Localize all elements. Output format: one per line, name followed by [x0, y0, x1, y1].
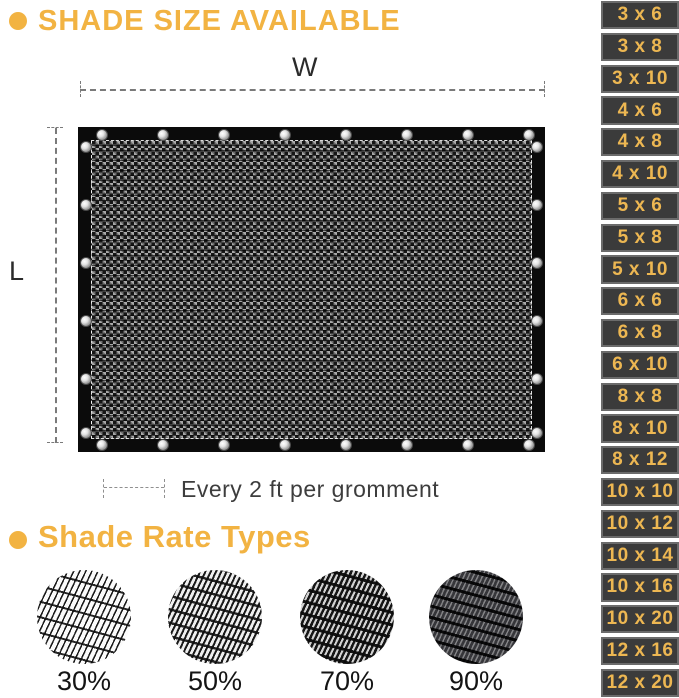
grommet-icon	[401, 439, 413, 451]
size-cell: 12 x 16	[601, 637, 679, 665]
size-cell: 10 x 10	[601, 478, 679, 506]
shade-rate-label: 50%	[187, 666, 243, 696]
length-dimension-tick-bottom	[47, 442, 63, 443]
grommet-icon	[531, 315, 543, 327]
grommet-icon	[80, 427, 92, 439]
grommet-icon	[80, 199, 92, 211]
grommet-icon	[279, 129, 291, 141]
grommet-note: Every 2 ft per gromment	[181, 476, 440, 502]
shade-rate-swatch	[168, 570, 262, 664]
size-cell: 6 x 10	[601, 351, 679, 379]
size-cell: 4 x 8	[601, 128, 679, 156]
width-dimension-label: W	[292, 52, 318, 82]
shade-net-diagram	[78, 127, 545, 452]
grommet-icon	[218, 129, 230, 141]
size-cell: 4 x 6	[601, 96, 679, 124]
grommet-icon	[401, 129, 413, 141]
shade-rate-label: 30%	[56, 666, 112, 696]
grommet-icon	[80, 315, 92, 327]
grommet-icon	[531, 373, 543, 385]
grommet-icon	[279, 439, 291, 451]
grommet-icon	[531, 141, 543, 153]
shade-rate-heading: Shade Rate Types	[38, 519, 311, 554]
grommet-spacing-bracket-line	[104, 487, 164, 488]
grommet-icon	[531, 199, 543, 211]
size-cell: 6 x 6	[601, 287, 679, 315]
size-cell: 3 x 10	[601, 65, 679, 93]
grommet-icon	[523, 129, 535, 141]
grommet-icon	[218, 439, 230, 451]
length-dimension-tick-top	[47, 127, 63, 128]
grommet-icon	[531, 257, 543, 269]
grommet-icon	[462, 129, 474, 141]
size-cell: 3 x 8	[601, 33, 679, 61]
size-cell: 4 x 10	[601, 160, 679, 188]
grommet-icon	[96, 439, 108, 451]
size-cell: 6 x 8	[601, 319, 679, 347]
shade-rate-label: 90%	[448, 666, 504, 696]
size-cell: 12 x 20	[601, 669, 679, 697]
shade-rate-swatch	[37, 570, 131, 664]
grommet-icon	[80, 373, 92, 385]
shade-rate-swatch	[429, 570, 523, 664]
width-dimension-tick-right	[544, 81, 545, 97]
size-cell: 8 x 8	[601, 383, 679, 411]
size-cell: 10 x 12	[601, 510, 679, 538]
mesh-texture	[91, 140, 532, 439]
size-cell: 10 x 16	[601, 573, 679, 601]
bullet-icon	[9, 531, 27, 549]
width-dimension-tick-left	[80, 81, 81, 97]
size-cell: 5 x 6	[601, 192, 679, 220]
grommet-icon	[340, 439, 352, 451]
grommet-icon	[96, 129, 108, 141]
grommet-icon	[80, 141, 92, 153]
size-cell: 10 x 20	[601, 605, 679, 633]
grommet-icon	[157, 439, 169, 451]
shade-rate-label: 70%	[319, 666, 375, 696]
width-dimension-line	[80, 89, 545, 91]
size-cell: 8 x 10	[601, 414, 679, 442]
shade-rate-swatch	[300, 570, 394, 664]
length-dimension-line	[55, 128, 57, 443]
length-dimension-label: L	[9, 256, 25, 286]
size-table	[601, 1, 679, 697]
shade-size-heading: SHADE SIZE AVAILABLE	[38, 5, 401, 37]
size-cell: 5 x 10	[601, 255, 679, 283]
grommet-icon	[340, 129, 352, 141]
size-cell: 3 x 6	[601, 1, 679, 29]
size-cell: 10 x 14	[601, 542, 679, 570]
grommet-icon	[157, 129, 169, 141]
size-cell: 5 x 8	[601, 224, 679, 252]
grommet-icon	[523, 439, 535, 451]
grommet-icon	[531, 427, 543, 439]
size-cell: 8 x 12	[601, 446, 679, 474]
grommet-icon	[80, 257, 92, 269]
grommet-spacing-bracket	[103, 479, 165, 498]
bullet-icon	[9, 12, 27, 30]
grommet-icon	[462, 439, 474, 451]
